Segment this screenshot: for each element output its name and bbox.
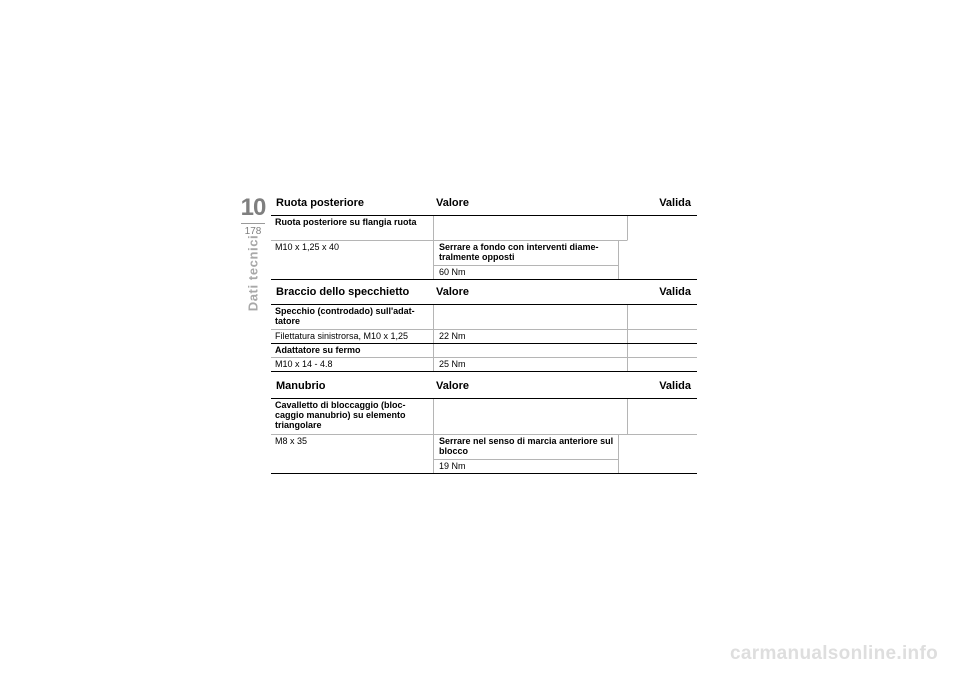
valid-cell [627, 399, 697, 434]
torque-value: 22 Nm [433, 330, 627, 343]
valid-cell [627, 330, 697, 343]
header-component: Ruota posteriore [276, 197, 365, 209]
header-valid: Valida [659, 197, 691, 209]
chapter-divider [241, 223, 265, 224]
value-cell [433, 305, 627, 329]
item-label: Specchio (controdado) sull'adat-tatore [275, 306, 415, 326]
table-row [271, 305, 697, 330]
spec-label: M10 x 1,25 x 40 [275, 242, 340, 252]
table-row [271, 399, 697, 435]
torque-note: Serrare nel senso di marcia anteriore sul blocco [439, 436, 614, 456]
valid-cell [627, 216, 697, 241]
spec-label: M8 x 35 [275, 436, 308, 446]
mirror-arm-table [271, 282, 697, 372]
header-valid: Valida [659, 286, 691, 298]
rear-wheel-table [271, 193, 697, 280]
valid-cell [627, 358, 697, 371]
chapter-number: 10 [240, 194, 266, 221]
valid-cell [618, 435, 697, 473]
table-header [271, 193, 697, 216]
torque-note: Serrare a fondo con interventi diame-tralmente opposti [439, 242, 599, 262]
header-component: Manubrio [276, 380, 326, 392]
table-header [271, 282, 697, 305]
header-value: Valore [436, 380, 470, 392]
page-number: 178 [244, 226, 262, 237]
torque-value: 19 Nm [434, 459, 618, 473]
value-cell [433, 216, 627, 240]
value-cell [433, 399, 627, 434]
valid-cell [627, 305, 697, 329]
spec-label: M10 x 14 - 4.8 [275, 359, 333, 369]
table-row [271, 358, 697, 372]
table-header [271, 376, 697, 399]
item-label: Cavalletto di bloccaggio (bloc-caggio manubrio) su elemento triangolare [275, 400, 406, 430]
value-cell [433, 344, 627, 357]
table-row [271, 330, 697, 344]
table-row [271, 435, 697, 474]
item-label: Adattatore su fermo [275, 345, 361, 355]
torque-value: 60 Nm [434, 265, 618, 279]
table-row [271, 344, 697, 358]
handlebar-table [271, 376, 697, 474]
header-value: Valore [436, 197, 470, 209]
item-label: Ruota posteriore su flangia ruota [275, 217, 417, 227]
value-cell [433, 241, 618, 279]
header-valid: Valida [659, 380, 691, 392]
header-value: Valore [436, 286, 470, 298]
table-row [271, 216, 697, 241]
table-row [271, 241, 697, 280]
chapter-title: Dati tecnici [245, 234, 261, 312]
torque-value: 25 Nm [433, 358, 627, 371]
value-cell [433, 435, 618, 473]
watermark: carmanualsonline.info [730, 643, 938, 664]
valid-cell [618, 241, 697, 279]
valid-cell [627, 344, 697, 357]
header-component: Braccio dello specchietto [276, 286, 410, 298]
spec-label: Filettatura sinistrorsa, M10 x 1,25 [275, 331, 409, 341]
